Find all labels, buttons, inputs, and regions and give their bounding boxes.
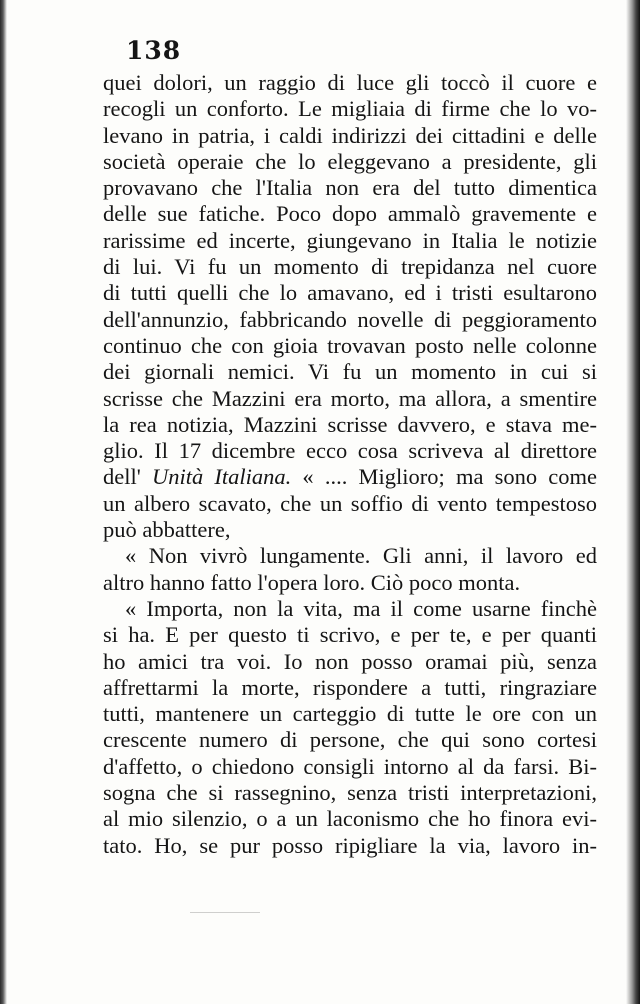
page-left-shadow xyxy=(0,0,7,1004)
paper-smudge xyxy=(190,912,260,913)
text-line: glio. Il 17 dicembre ecco cosa scriveva al direttore xyxy=(103,438,597,464)
text-line: provavano che l'Italia non era del tutto dimentica xyxy=(103,175,597,201)
text-line: altro hanno fatto l'opera loro. Ciò poco monta. xyxy=(103,569,521,595)
text-line: tato. Ho, se pur posso ripigliare la via, lavoro in- xyxy=(103,832,597,858)
text-line: un albero scavato, che un soffio di vento tempestoso xyxy=(103,490,597,516)
text-line: si ha. E per questo ti scrivo, e per te, e per quanti xyxy=(103,622,597,648)
text-line: « Non vivrò lungamente. Gli anni, il lavoro ed xyxy=(125,543,597,569)
body-text xyxy=(103,70,597,859)
text-line: società operaie che lo eleggevano a presidente, gli xyxy=(103,148,597,174)
text-line: affrettarmi la morte, rispondere a tutti, ringraziare xyxy=(103,674,597,700)
text-line: scrisse che Mazzini era morto, ma allora, a smentire xyxy=(103,385,597,411)
text-line: di tutti quelli che lo amavano, ed i tristi esultarono xyxy=(103,280,597,306)
newspaper-title: Unità Italiana. xyxy=(151,464,292,490)
text-line: crescente numero di persone, che qui sono cortesi xyxy=(103,727,597,753)
text-line: d'affetto, o chiedono consigli intorno al da farsi. Bi- xyxy=(103,753,597,779)
text-line: al mio silenzio, o a un laconismo che ho finora evi- xyxy=(103,806,597,832)
text-fragment: dell' xyxy=(103,464,152,490)
text-line: dell'annunzio, fabbricando novelle di peggioramento xyxy=(103,306,597,332)
text-line: rarissime ed incerte, giungevano in Italia le notizie xyxy=(103,227,597,253)
text-line: continuo che con gioia trovavan posto nelle colonne xyxy=(103,332,597,358)
text-line: può abbattere, xyxy=(103,517,231,543)
text-line: sogna che si rassegnino, senza tristi interpretazioni, xyxy=(103,780,597,806)
text-line: tutti, mantenere un carteggio di tutte le ore con un xyxy=(103,701,597,727)
text-line: quei dolori, un raggio di luce gli toccò il cuore e xyxy=(103,70,597,95)
text-line: recogli un conforto. Le migliaia di firme che lo vo- xyxy=(103,96,597,122)
text-line: la rea notizia, Mazzini scrisse davvero, e stava me- xyxy=(103,411,597,437)
text-line: delle sue fatiche. Poco dopo ammalò gravemente e xyxy=(103,201,597,227)
text-line: ho amici tra voi. Io non posso oramai più, senza xyxy=(103,648,597,674)
text-line: dei giornali nemici. Vi fu un momento in cui si xyxy=(103,359,597,385)
text-fragment: « .... Miglioro; ma sono come xyxy=(291,464,597,490)
text-line-with-italic xyxy=(103,464,597,490)
text-line: « Importa, non la vita, ma il come usarne finchè xyxy=(125,595,597,621)
text-line: di lui. Vi fu un momento di trepidanza nel cuore xyxy=(103,254,597,280)
page-number: 138 xyxy=(126,36,182,65)
page-right-shadow xyxy=(626,0,640,1004)
text-line: levano in patria, i caldi indirizzi dei cittadini e delle xyxy=(103,122,597,148)
